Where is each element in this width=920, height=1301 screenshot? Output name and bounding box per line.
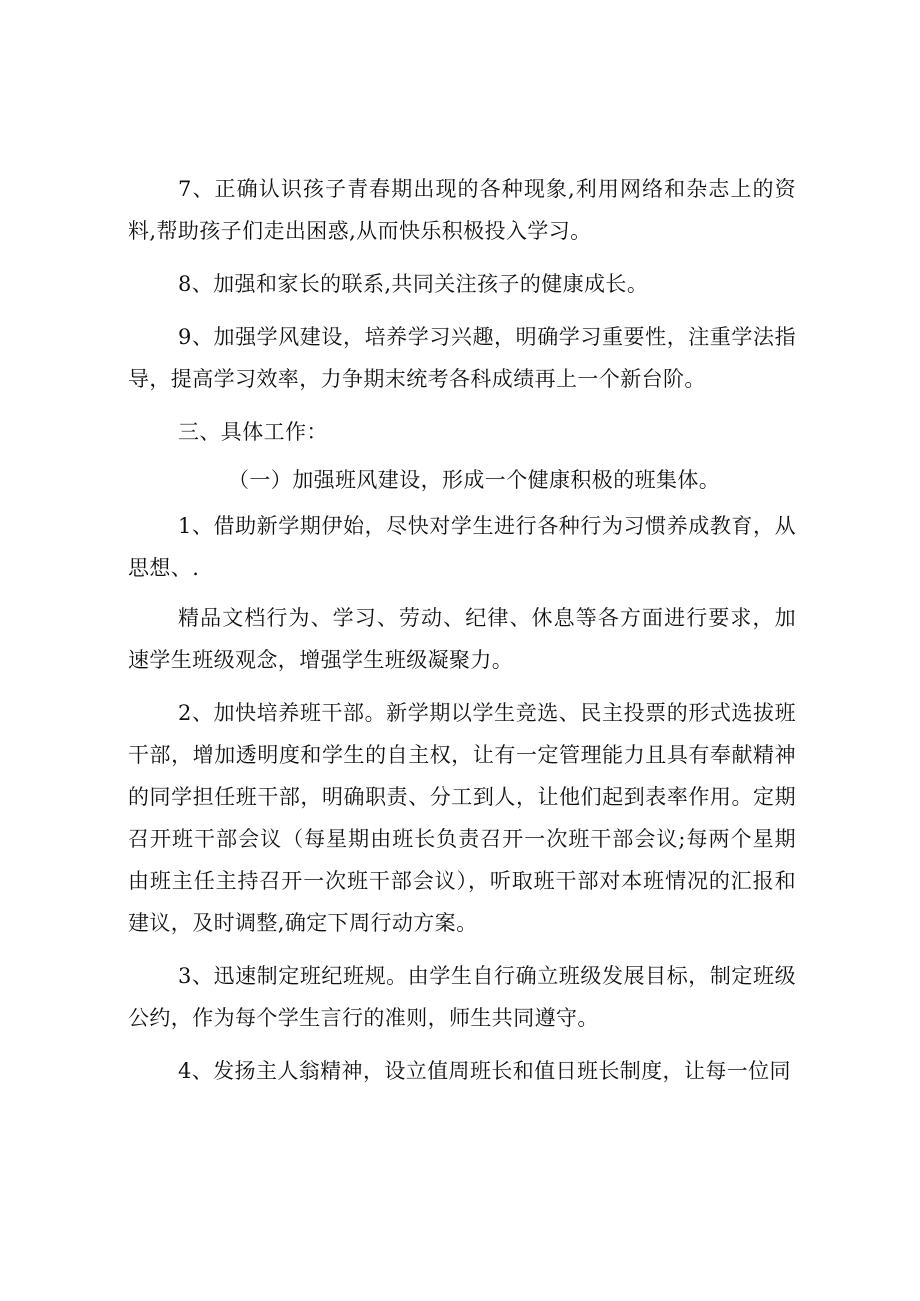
paragraph-work-2: 2、加快培养班干部。新学期以学生竞选、民主投票的形式选拔班干部，增加透明度和学生的自主权，让有一定管理能力且具有奉献精神的同学担任班干部，明确职责、分工到人，让他们起到表率作用。定期召开班干部会议（每星期由班长负责召开一次班干部会议;每两个星期由班主任主持召开一次班干部会议），听取班干部对本班情况的汇报和建议，及时调整,确定下周行动方案。 — [128, 701, 796, 935]
paragraph-work-1: 1、借助新学期伊始，尽快对学生进行各种行为习惯养成教育，从思想、. — [128, 514, 796, 580]
section-heading-specific-work: 三、具体工作： — [178, 420, 328, 444]
subsection-heading-class-style: （一）加强班风建设，形成一个健康积极的班集体。 — [228, 468, 721, 492]
paragraph-work-4: 4、发扬主人翁精神，设立值周班长和值日班长制度，让每一位同 — [178, 1059, 791, 1083]
document-body — [128, 168, 796, 1103]
paragraph-item-7: 7、正确认识孩子青春期出现的各种现象,利用网络和杂志上的资料,帮助孩子们走出困惑,从而快乐积极投入学习。 — [128, 177, 796, 243]
paragraph-item-8: 8、加强和家长的联系,共同关注孩子的健康成长。 — [178, 272, 649, 296]
paragraph-work-1-continued: 精品文档行为、学习、劳动、纪律、休息等各方面进行要求，加速学生班级观念，增强学生班级凝聚力。 — [128, 606, 796, 672]
paragraph-item-9: 9、加强学风建设，培养学习兴趣，明确学习重要性，注重学法指导，提高学习效率，力争期末统考各科成绩再上一个新台阶。 — [128, 325, 796, 391]
paragraph-work-3: 3、迅速制定班纪班规。由学生自行确立班级发展目标，制定班级公约，作为每个学生言行的准则，师生共同遵守。 — [128, 964, 796, 1030]
